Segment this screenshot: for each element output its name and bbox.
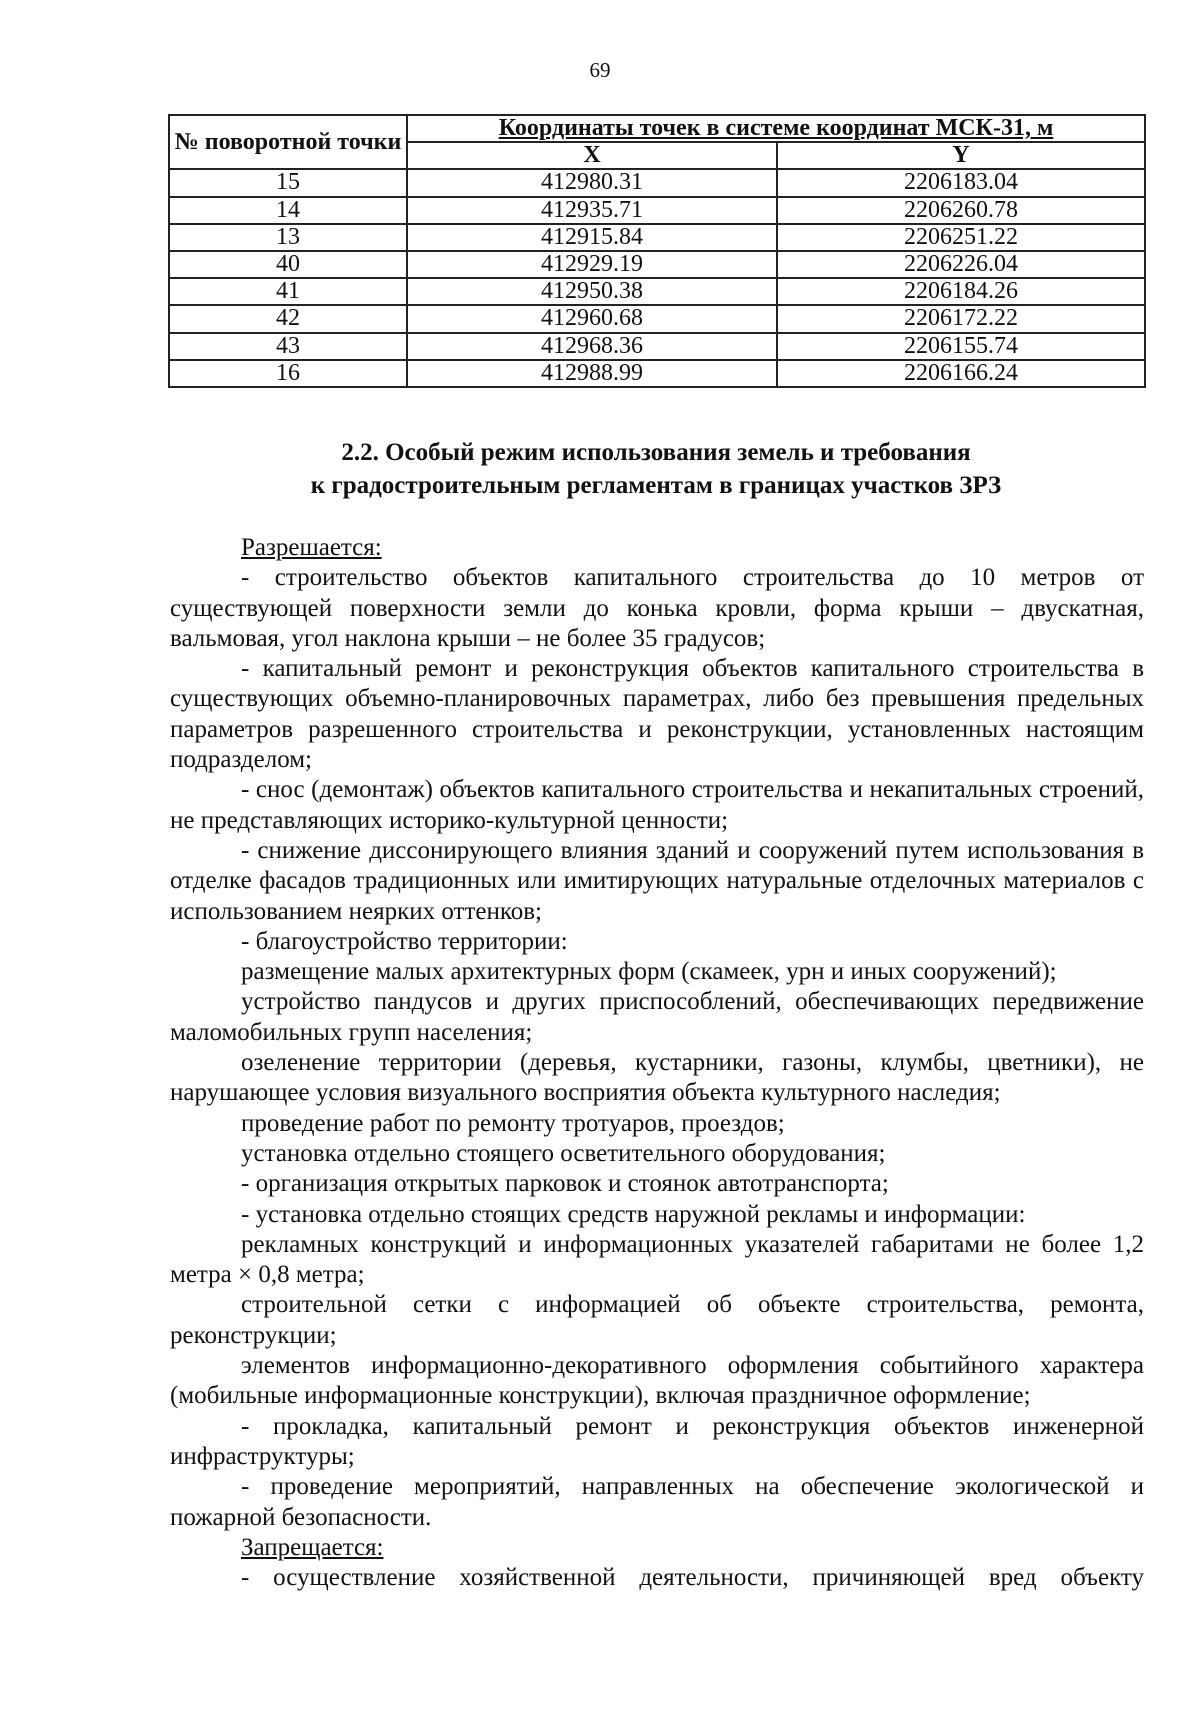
paragraph: - снос (демонтаж) объектов капитального строительства и некапитальных строений, не представляющих историко-культурной ценности; bbox=[170, 776, 1144, 834]
paragraph: строительной сетки с информацией об объекте строительства, ремонта, реконструкции; bbox=[170, 1291, 1144, 1349]
header-point-number: № поворотной точки bbox=[169, 115, 407, 169]
paragraph: озеленение территории (деревья, кустарники, газоны, клумбы, цветники), не нарушающее условия визуального восприятия объекта культурного наследия; bbox=[170, 1049, 1144, 1107]
x-cell: 412935.71 bbox=[407, 197, 777, 224]
paragraph: устройство пандусов и других приспособлений, обеспечивающих передвижение маломобильных групп населения; bbox=[170, 988, 1144, 1046]
x-cell: 412980.31 bbox=[407, 169, 777, 196]
point-cell: 15 bbox=[169, 169, 407, 196]
paragraph: установка отдельно стоящего осветительного оборудования; bbox=[241, 1139, 886, 1167]
paragraph: - прокладка, капитальный ремонт и реконструкция объектов инженерной инфраструктуры; bbox=[170, 1412, 1144, 1470]
paragraph: - благоустройство территории: bbox=[241, 927, 568, 955]
table-row bbox=[169, 251, 1145, 278]
paragraph: элементов информационно-декоративного оформления событийного характера (мобильные информационные конструкции), включая праздничное оформление; bbox=[170, 1352, 1144, 1410]
header-x: X bbox=[407, 142, 777, 169]
x-cell: 412915.84 bbox=[407, 224, 777, 251]
table-row bbox=[169, 333, 1145, 360]
y-cell: 2206226.04 bbox=[777, 251, 1145, 278]
y-cell: 2206184.26 bbox=[777, 278, 1145, 305]
page-number: 69 bbox=[589, 58, 611, 82]
paragraph: - организация открытых парковок и стоянок автотранспорта; bbox=[241, 1170, 889, 1198]
header-y: Y bbox=[777, 142, 1145, 169]
x-cell: 412950.38 bbox=[407, 278, 777, 305]
table-row bbox=[169, 360, 1145, 387]
section-title-line: к градостроительным регламентам в границах участков ЗРЗ bbox=[310, 472, 1002, 499]
table-row bbox=[169, 224, 1145, 251]
paragraph: - снижение диссонирующего влияния зданий и сооружений путем использования в отделке фасадов традиционных или имитирующих натуральные отделочных материалов с использованием неярких оттенков; bbox=[170, 836, 1144, 925]
y-cell: 2206166.24 bbox=[777, 360, 1145, 387]
y-cell: 2206172.22 bbox=[777, 305, 1145, 332]
x-cell: 412968.36 bbox=[407, 333, 777, 360]
table-row bbox=[169, 169, 1145, 196]
paragraph: - осуществление хозяйственной деятельности, причиняющей вред объекту bbox=[241, 1564, 1144, 1592]
y-cell: 2206155.74 bbox=[777, 333, 1145, 360]
point-cell: 41 bbox=[169, 278, 407, 305]
y-cell: 2206183.04 bbox=[777, 169, 1145, 196]
table-header-row bbox=[169, 115, 1145, 142]
table-row bbox=[169, 278, 1145, 305]
paragraph: проведение работ по ремонту тротуаров, проездов; bbox=[241, 1109, 785, 1137]
point-cell: 13 bbox=[169, 224, 407, 251]
section-title-line: 2.2. Особый режим использования земель и требования bbox=[341, 439, 971, 466]
x-cell: 412960.68 bbox=[407, 305, 777, 332]
point-cell: 14 bbox=[169, 197, 407, 224]
paragraph: размещение малых архитектурных форм (скамеек, урн и иных сооружений); bbox=[241, 958, 1057, 986]
table-row bbox=[169, 197, 1145, 224]
point-cell: 42 bbox=[169, 305, 407, 332]
paragraph: - проведение мероприятий, направленных на обеспечение экологической и пожарной безопасности. bbox=[170, 1473, 1144, 1531]
permitted-heading: Разрешается: bbox=[241, 534, 382, 561]
header-coordinates: Координаты точек в системе координат МСК-31, м bbox=[407, 115, 1145, 142]
coordinates-table bbox=[168, 114, 1146, 388]
x-cell: 412929.19 bbox=[407, 251, 777, 278]
prohibited-heading: Запрещается: bbox=[241, 1533, 384, 1561]
x-cell: 412988.99 bbox=[407, 360, 777, 387]
point-cell: 40 bbox=[169, 251, 407, 278]
point-cell: 43 bbox=[169, 333, 407, 360]
point-cell: 16 bbox=[169, 360, 407, 387]
section-title bbox=[168, 436, 1144, 502]
table-row bbox=[169, 305, 1145, 332]
paragraph: - капитальный ремонт и реконструкция объектов капитального строительства в существующих объемно-планировочных параметрах, либо без превышения предельных параметров разрешенного строительства и реконструкции, установленных настоящим подразделом; bbox=[170, 655, 1144, 774]
paragraph: - установка отдельно стоящих средств наружной рекламы и информации: bbox=[241, 1200, 1026, 1228]
paragraph: - строительство объектов капитального строительства до 10 метров от существующей поверхности земли до конька кровли, форма крыши – двускатная, вальмовая, угол наклона крыши – не более 35 градусов; bbox=[170, 564, 1144, 652]
body-text bbox=[170, 533, 1144, 1593]
y-cell: 2206251.22 bbox=[777, 224, 1145, 251]
y-cell: 2206260.78 bbox=[777, 197, 1145, 224]
paragraph: рекламных конструкций и информационных указателей габаритами не более 1,2 метра × 0,8 метра; bbox=[170, 1230, 1144, 1289]
